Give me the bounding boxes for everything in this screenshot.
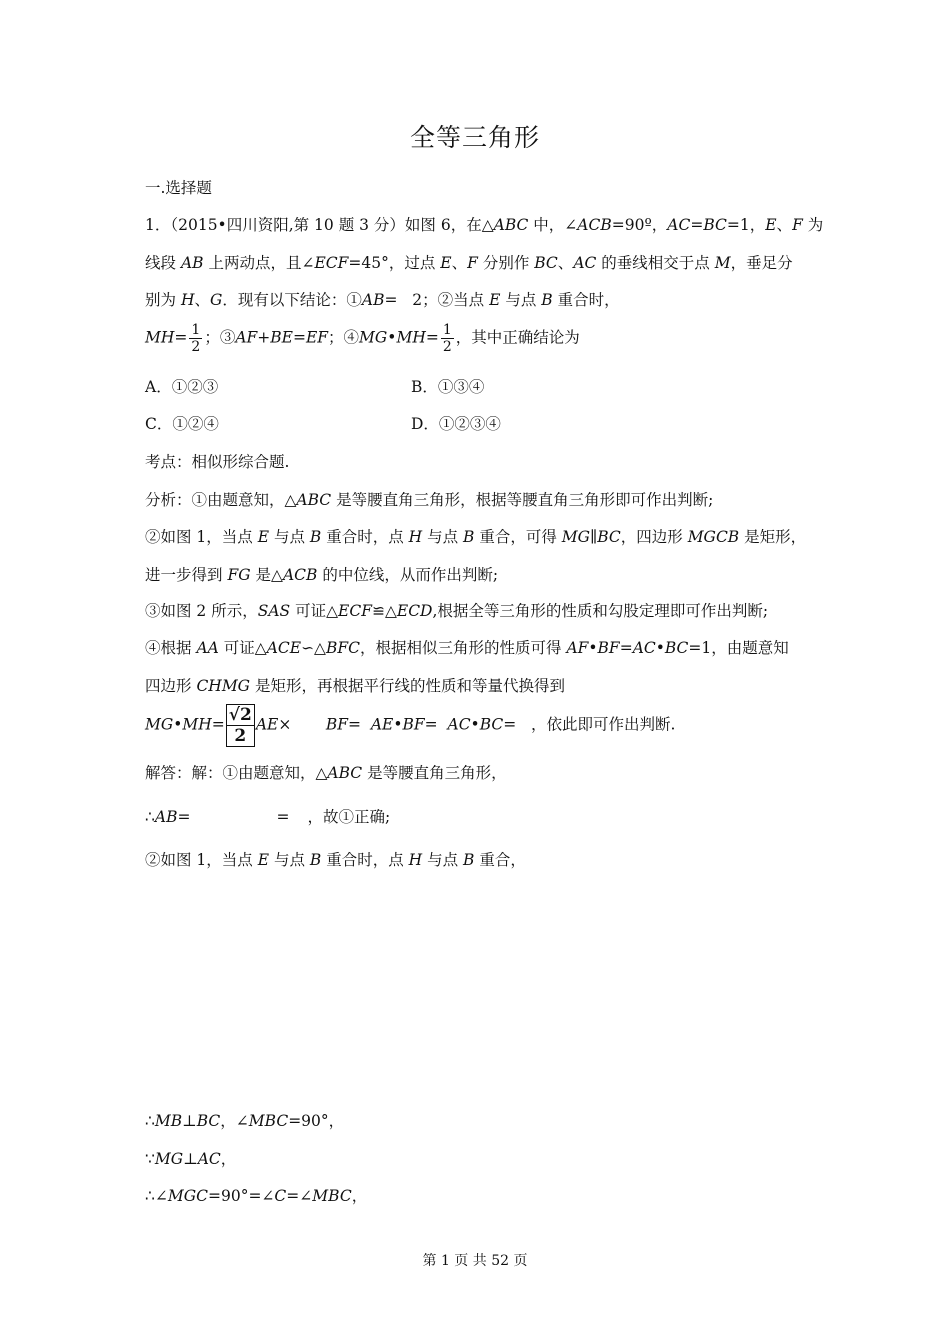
question-line-3: 别为 H、G．现有以下结论：①AB= 2；②当点 E 与点 B 重合时，	[145, 291, 620, 309]
option-b: B．①③④	[411, 378, 485, 396]
section-heading: 一.选择题	[145, 179, 212, 197]
solution-line-4: ∴MB⊥BC，∠MBC=90°，	[145, 1112, 345, 1130]
analysis-line-6: 四边形 CHMG 是矩形，再根据平行线的性质和等量代换得到	[145, 677, 566, 695]
boxed-fraction-sqrt2-over-2: $\frac{√2}{2}$	[226, 704, 255, 747]
question-line-2: 线段 AB 上两动点，且∠ECF=45°，过点 E、F 分别作 BC、AC 的垂线相交于点 M，垂足分	[145, 254, 793, 272]
option-c: C．①②④	[145, 415, 219, 433]
analysis-line-4: ③如图 2 所示，SAS 可证△ECF≌△ECD,根据全等三角形的性质和勾股定理即可作出判断;	[145, 602, 769, 620]
question-line-1: 1．（2015•四川资阳,第 10 题 3 分）如图 6，在△ABC 中，∠ACB=90º，AC=BC=1，E、F 为	[145, 216, 824, 234]
fraction-one-half: $\frac{1}{2}$	[191, 322, 201, 355]
analysis-line-7: MG•MH= $\frac{√2}{2}$ AE× BF= AE•BF= AC•BC= ，依此即可作出判断.	[145, 705, 676, 746]
solution-line-1: 解答：解：①由题意知，△ABC 是等腰直角三角形，	[145, 764, 507, 782]
analysis-line-3: 进一步得到 FG 是△ACB 的中位线，从而作出判断;	[145, 566, 499, 584]
solution-line-2: ∴AB= = ，故①正确;	[145, 808, 391, 826]
fraction-one-half: $\frac{1}{2}$	[442, 322, 452, 355]
page-title: 全等三角形	[409, 123, 540, 152]
page-footer: 第 1 页 共 52 页	[422, 1253, 528, 1269]
solution-line-3: ②如图 1，当点 E 与点 B 重合时，点 H 与点 B 重合，	[145, 851, 526, 869]
kaodian: 考点：相似形综合题.	[145, 453, 290, 471]
option-d: D．①②③④	[411, 415, 501, 433]
analysis-line-5: ④根据 AA 可证△ACE∽△BFC，根据相似三角形的性质可得 AF•BF=AC•BC=1，由题意知	[145, 639, 789, 657]
question-line-4: MH= $\frac{1}{2}$ ；③AF+BE=EF；④MG•MH= $\frac{1}{2}$ ，其中正确结论为	[145, 322, 580, 355]
analysis-line-1: 分析：①由题意知，△ABC 是等腰直角三角形，根据等腰直角三角形即可作出判断;	[145, 491, 714, 509]
solution-line-6: ∴∠MGC=90°=∠C=∠MBC，	[145, 1187, 368, 1205]
option-a: A．①②③	[145, 378, 219, 396]
analysis-line-2: ②如图 1，当点 E 与点 B 重合时，点 H 与点 B 重合，可得 MG∥BC，四边形 MGCB 是矩形，	[145, 528, 807, 546]
solution-line-5: ∵MG⊥AC，	[145, 1150, 237, 1168]
